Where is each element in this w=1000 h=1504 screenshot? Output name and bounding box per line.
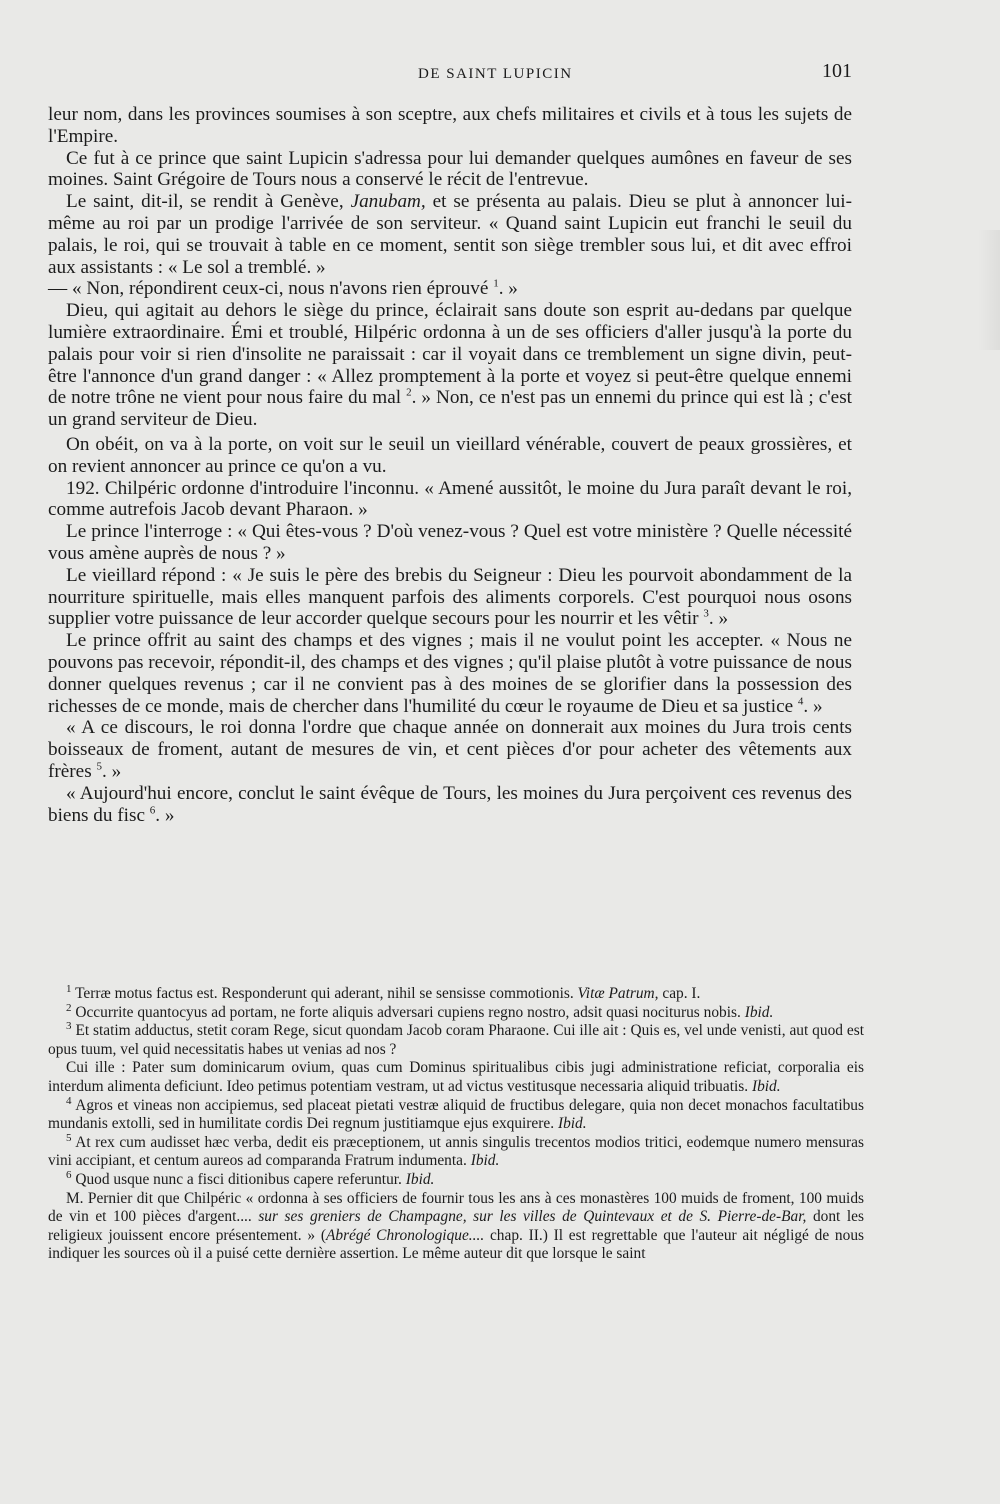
paragraph-text: Le prince l'interroge : « Qui êtes-vous ? D'où venez-vous ? Quel est votre ministère ? Quelle nécessité vous amène auprès de nous ? »	[48, 521, 852, 564]
footnote-ref: 4	[797, 695, 804, 708]
footnote-number: 2	[66, 1001, 72, 1014]
footnote-citation: Ibid.	[470, 1152, 500, 1170]
footnote-text: cap. I.	[662, 985, 701, 1002]
paragraph	[48, 434, 852, 478]
paragraph	[48, 478, 852, 522]
paragraph	[48, 278, 852, 300]
paragraph-text: Le prince offrit au saint des champs et des vignes ; mais il ne voulut point les accepter. « Nous ne pouvons pas recevoir, répondit-il, des champs et des vignes ; qu'il plaise plutôt à votre puissance de nous donner quelques revenus ; car il ne convient pas à des moines de se glorifier dans la possession des richesses de ce monde, mais de chercher dans l'humilité du cœur le royaume de Dieu et sa justice	[48, 630, 852, 717]
footnote-citation: Ibid.	[751, 1077, 781, 1095]
footnote-text: Quod usque nunc a fisci ditionibus capere referuntur.	[75, 1170, 402, 1188]
footnote-number: 4	[66, 1094, 72, 1107]
paragraph-text: . » Non, ce n'est pas un ennemi du prince qui est là ; c'est un grand serviteur de Dieu.	[48, 387, 852, 431]
paragraph	[48, 148, 852, 192]
paragraph-text: Ce fut à ce prince que saint Lupicin s'adressa pour lui demander quelques aumônes en faveur de ses moines. Saint Grégoire de Tours nous a conservé le récit de l'entrevue.	[48, 147, 852, 191]
page-header	[48, 60, 852, 88]
footnote	[48, 1168, 864, 1190]
footnote-number: 5	[66, 1131, 72, 1144]
main-text	[48, 104, 852, 826]
footnote-citation: Ibid.	[405, 1170, 435, 1188]
footnote-text: Et statim adductus, stetit coram Rege, sicut quondam Jacob coram Pharaone. Cui ille ait : Quis es, vel unde venisti, aut quod est opus tuum, vel quid necessitatis habes ut venias ad nos ?	[48, 1022, 864, 1058]
footnote	[48, 1131, 865, 1171]
footnote-citation: Ibid.	[744, 1003, 774, 1021]
footnote-text: Occurrite quantocyus ad portam, ne forte aliquis adversari cupiens regno nostro, adsit quasi nociturus nobis.	[75, 1003, 741, 1021]
paragraph	[48, 300, 852, 431]
paragraph-text: . »	[803, 695, 823, 717]
paragraph-text: 192. Chilpéric ordonne d'introduire l'inconnu. « Amené aussitôt, le moine du Jura paraît devant le roi, comme autrefois Jacob devant Pharaon. »	[48, 477, 852, 521]
page-number: 101	[822, 60, 852, 82]
paragraph-text: « A ce discours, le roi donna l'ordre que chaque année on donnerait aux moines du Jura trois cents boisseaux de froment, autant de mesures de vin, et cent pièces d'or pour acheter des vêtements aux frères	[48, 717, 852, 782]
footnote-citation: Ibid.	[557, 1115, 587, 1133]
footnote-text: Cui ille : Pater sum dominicarum ovium, quas cum Dominus spiritualibus cibis jugi administratione reficiat, corporalia eis interdum alimenta deficiunt. Ideo petimus potentiam vestram, ut ad victus vestitusque necessaria aliquid tribuatis.	[48, 1059, 864, 1095]
paragraph-text: — « Non, répondirent ceux-ci, nous n'avons rien éprouvé	[48, 278, 489, 300]
footnote-text: M. Pernier dit que Chilpéric « ordonna à ses officiers de fournir tous les ans à ces monastères 100 muids de froment, 100 muids de vin et 100 pièces d'argent....	[48, 1189, 864, 1226]
paragraph-text: . »	[155, 804, 175, 826]
paragraph	[48, 521, 852, 565]
footnote-text: Terræ motus factus est. Responderunt qui aderant, nihil se sensisse commotionis.	[75, 985, 574, 1002]
footnote-text: dont les religieux jouissent encore présentement. » (	[48, 1208, 864, 1244]
footnote-ref: 1	[493, 277, 499, 290]
paragraph	[48, 717, 852, 782]
footnote	[48, 1059, 864, 1096]
paragraph-text: . »	[101, 760, 122, 782]
paragraph-text: « Aujourd'hui encore, conclut le saint évêque de Tours, les moines du Jura perçoivent ces revenus des biens du fisc	[48, 782, 852, 826]
footnote	[48, 1094, 864, 1134]
footnote	[48, 1190, 864, 1264]
paragraph-text: Dieu, qui agitait au dehors le siège du prince, éclairait sans doute son esprit au-dedans par quelque lumière extraordinaire. Émi et troublé, Hilpéric ordonna à un de ses officiers d'aller jusqu'à la porte du palais pour voir si rien d'insolite ne paraissait : car il voyait dans ce tremblement un signe divin, peut-être l'annonce d'un grand danger : « Allez promptement à la porte et voyez si peut-être quelque ennemi de notre trône ne vient pour nous faire du mal	[48, 300, 852, 409]
footnote-ref: 2	[406, 386, 412, 399]
paragraph	[48, 565, 852, 630]
footnote-text: Agros et vineas non accipiemus, sed placeat pietati vestræ aliquid de fructibus delegare, quia non decet monachos facultatibus mundanis extolli, sed in humilitate cordis Dei regnum justitiamque ejus exquirere.	[48, 1096, 864, 1133]
paragraph-text: On obéit, on va à la porte, on voit sur le seuil un vieillard vénérable, couvert de peaux grossières, et on revient annoncer au prince ce qu'on a vu.	[48, 433, 852, 477]
paragraph-text: Le vieillard répond : « Je suis le père des brebis du Seigneur : Dieu les pourvoit abondamment de la nourriture spirituelle, mais elles manquent parfois des aliments corporels. C'est pourquoi nous osons supplier votre puissance de leur accorder quelque secours pour les nourrir et les vêtir	[48, 564, 852, 630]
footnote-ref: 3	[703, 607, 709, 620]
footnote-citation: sur ses greniers de Champagne, sur les villes de Quintevaux et de S. Pierre-de-Bar,	[258, 1208, 807, 1226]
page-edge-shadow	[978, 230, 1000, 350]
paragraph-text: . »	[708, 608, 729, 630]
footnote-text: chap. II.) Il est regrettable que l'auteur ait négligé de nous indiquer les sources où il a puisé cette dernière assertion. Le même auteur dit que lorsque le saint	[48, 1226, 865, 1263]
footnotes	[48, 982, 865, 1264]
italic-term: Janubam,	[350, 191, 426, 213]
footnote-ref: 5	[96, 760, 102, 773]
footnote-ref: 6	[149, 804, 156, 817]
paragraph	[48, 104, 852, 148]
footnote	[48, 1001, 864, 1023]
paragraph	[48, 191, 852, 278]
footnote-number: 6	[66, 1168, 72, 1181]
running-head: DE SAINT LUPICIN	[418, 66, 573, 82]
footnote-text: At rex cum audisset hæc verba, dedit eis præceptionem, ut annis singulis trecentos modios tritici, eodemque numero mensuras vini accipiant, et centum aureos ad comparanda Fratrum indumenta.	[48, 1133, 865, 1170]
footnote-citation: Vitæ Patrum,	[577, 985, 659, 1002]
footnote-number: 3	[66, 1020, 72, 1033]
paragraph-text: Le saint, dit-il, se rendit à Genève,	[66, 191, 344, 213]
footnote	[48, 1022, 864, 1059]
paragraph-text: et se présenta au palais. Dieu se plut à annoncer lui-même au roi par un prodige l'arrivée de son serviteur. « Quand saint Lupicin eut franchi le seuil du palais, le roi, qui se trouvait à table en ce moment, sentit son siège trembler sous lui, et dit avec effroi aux assistants : « Le sol a tremblé. »	[48, 191, 852, 278]
paragraph-text: leur nom, dans les provinces soumises à son sceptre, aux chefs militaires et civils et à tous les sujets de l'Empire.	[48, 104, 852, 147]
paragraph	[48, 630, 852, 717]
paragraph	[48, 783, 852, 827]
footnote-citation: Abrégé Chronologique....	[325, 1226, 485, 1244]
footnote-number: 1	[66, 982, 72, 995]
footnote	[48, 982, 864, 1004]
paragraph-text: . »	[498, 278, 518, 300]
